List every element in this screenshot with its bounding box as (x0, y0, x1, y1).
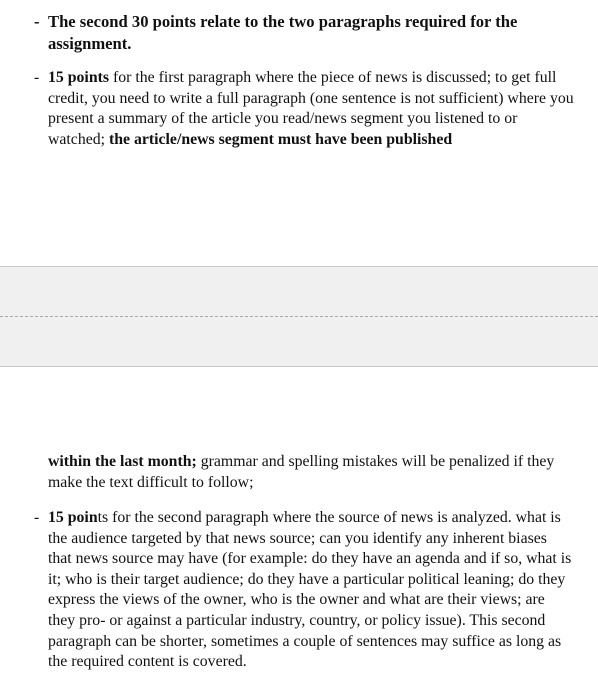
requirements-heading: The second 30 points relate to the two paragraphs required for the assignment. (48, 12, 518, 53)
list-item-second-paragraph (34, 508, 574, 673)
second-paragraph-description: for the second paragraph where the source of news is analyzed. what is the audience targeted by that news source; can you identify any inherent biases that news source may have (for example: do they have an agenda and if so, what is it; who is their target audience; do they have a particular political leaning; do they express the views of the owner, who is the owner and what are their views; are they pro- or against a particular industry, country, or policy issue). This second paragraph can be shorter, sometimes a couple of sentences may suffice as long as the required content is covered. (48, 509, 572, 671)
list-item-first-paragraph (34, 68, 574, 150)
first-paragraph-continued-description: grammar and spelling mistakes will be penalized if they make the text difficult to follow; (48, 453, 555, 491)
first-paragraph-continued-text (48, 452, 574, 493)
list-item-requirements-heading (34, 11, 574, 55)
page-break-dashed-line (0, 316, 598, 317)
bullet-dash: - (34, 69, 40, 86)
bullet-dash: - (34, 509, 40, 526)
page-upper (0, 0, 598, 266)
first-paragraph-points: 15 points (48, 69, 110, 86)
first-paragraph-bold-head: within the last month; (48, 453, 197, 470)
first-paragraph-bold-tail: the article/news segment must have been published (108, 130, 453, 148)
second-paragraph-points: 15 poin (48, 509, 98, 526)
page-break-gap (0, 266, 598, 367)
second-paragraph-points-rest: ts (97, 509, 109, 526)
list-item-first-paragraph-continued (34, 452, 574, 493)
first-paragraph-description: for the first paragraph where the piece of news is discussed; to get full credit, you need to write a full paragraph (one sentence is not sufficient) where you present a summary of the article you read/news segment you listened to or watched; (48, 69, 574, 148)
bullet-dash: - (34, 12, 40, 31)
first-paragraph-text (48, 68, 574, 150)
second-paragraph-text (48, 508, 574, 673)
